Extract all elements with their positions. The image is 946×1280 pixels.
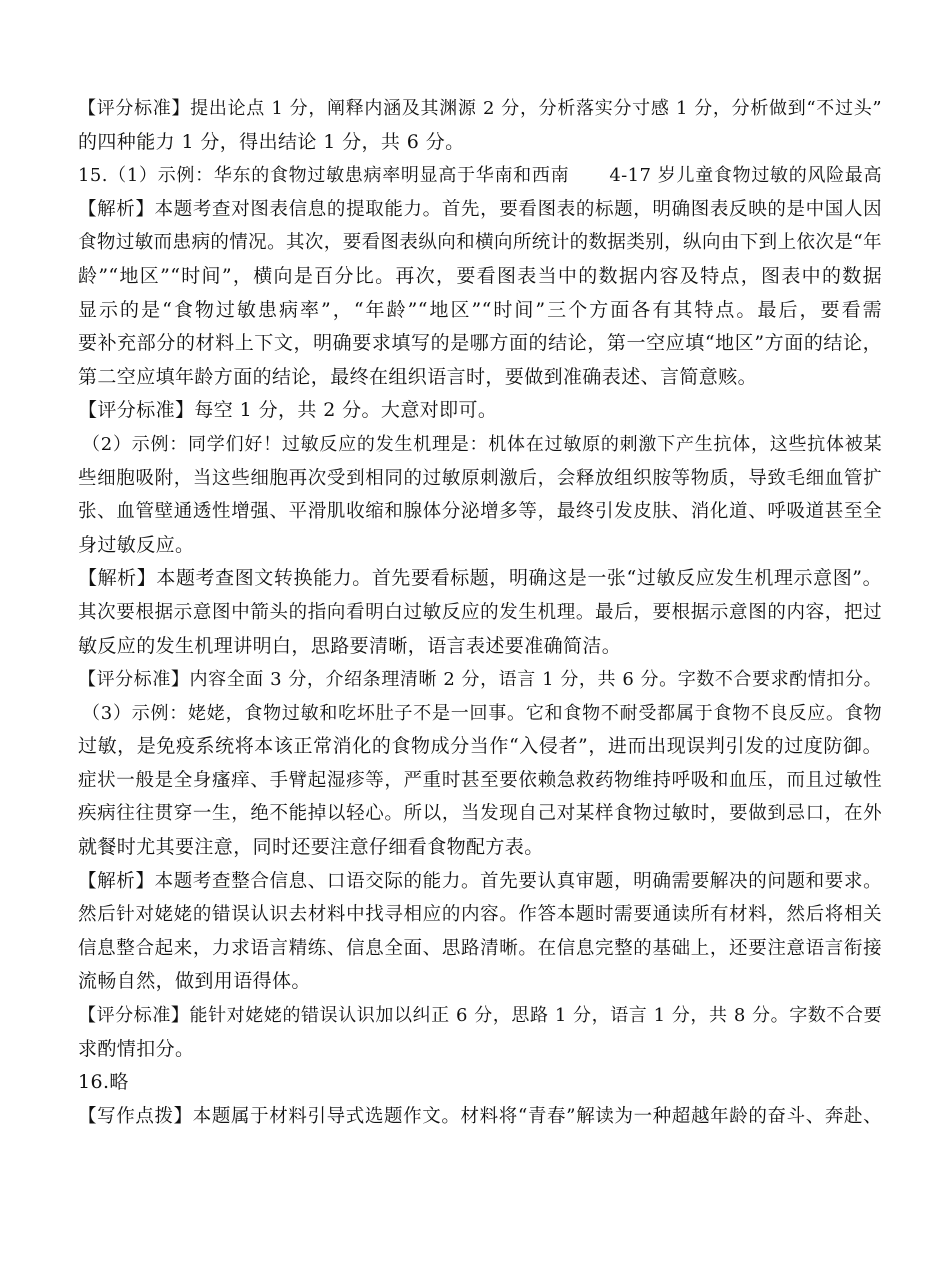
text-line: 【写作点拨】本题属于材料引导式选题作文。材料将“青春”解读为一种超越年龄的奋斗、奔赴、 bbox=[78, 1105, 882, 1127]
text-line: 显示的是“食物过敏患病率”，“年龄”“地区”“时间”三个方面各有其特点。最后，要看需 bbox=[78, 298, 882, 321]
text-line: 【解析】本题考查图文转换能力。首先要看标题，明确这是一张“过敏反应发生机理示意图”。 bbox=[78, 567, 882, 590]
answer-key-page bbox=[78, 92, 882, 1133]
text-line: 龄”“地区”“时间”，横向是百分比。再次，要看图表当中的数据内容及特点，图表中的数据 bbox=[78, 264, 882, 287]
text-line: 些细胞吸附，当这些细胞再次受到相同的过敏原刺激后，会释放组织胺等物质，导致毛细血管扩 bbox=[78, 467, 882, 489]
text-line: 身过敏反应。 bbox=[78, 533, 195, 556]
answer-15-1-part-b: 4-17 岁儿童食物过敏的风险最高 bbox=[609, 165, 882, 187]
text-line: 信息整合起来，力求语言精练、信息全面、思路清晰。在信息完整的基础上，还要注意语言衔接 bbox=[78, 937, 882, 959]
text-line: 要补充部分的材料上下文，明确要求填写的是哪方面的结论，第一空应填“地区”方面的结论， bbox=[78, 332, 882, 355]
text-line: 求酌情扣分。 bbox=[78, 1037, 195, 1060]
text-line: 【评分标准】每空 1 分，共 2 分。大意对即可。 bbox=[78, 399, 498, 422]
text-line: 张、血管壁通透性增强、平滑肌收缩和腺体分泌增多等，最终引发皮肤、消化道、呼吸道甚至全 bbox=[78, 501, 882, 523]
text-line: 【评分标准】提出论点 1 分，阐释内涵及其渊源 2 分，分析落实分寸感 1 分，分析做到“不过头” bbox=[78, 98, 882, 119]
text-line: 疾病往往贯穿一生，绝不能掉以轻心。所以，当发现自己对某样食物过敏时，要做到忌口，在外 bbox=[78, 803, 882, 825]
text-line: （2）示例：同学们好！过敏反应的发生机理是：机体在过敏原的刺激下产生抗体，这些抗体被某 bbox=[82, 433, 882, 455]
text-line: 【评分标准】内容全面 3 分，介绍条理清晰 2 分，语言 1 分，共 6 分。字数不合要求酌情扣分。 bbox=[78, 669, 882, 691]
text-line: 【解析】本题考查整合信息、口语交际的能力。首先要认真审题，明确需要解决的问题和要求。 bbox=[78, 870, 882, 892]
text-line: 【评分标准】能针对姥姥的错误认识加以纠正 6 分，思路 1 分，语言 1 分，共 8 分。字数不合要 bbox=[78, 1005, 882, 1027]
text-line: 流畅自然，做到用语得体。 bbox=[78, 970, 311, 993]
text-line: 然后针对姥姥的错误认识去材料中找寻相应的内容。作答本题时需要通读所有材料，然后将相关 bbox=[78, 904, 882, 926]
question-16-heading: 16.略 bbox=[78, 1071, 129, 1094]
text-line: 其次要根据示意图中箭头的指向看明白过敏反应的发生机理。最后，要根据示意图的内容，把过 bbox=[78, 601, 882, 623]
text-line: 的四种能力 1 分，得出结论 1 分，共 6 分。 bbox=[78, 130, 465, 153]
text-line: 过敏，是免疫系统将本该正常消化的食物成分当作“入侵者”，进而出现误判引发的过度防御。 bbox=[78, 735, 882, 758]
text-line: 第二空应填年龄方面的结论，最终在组织语言时，要做到准确表述、言简意赅。 bbox=[78, 365, 758, 388]
text-line: 食物过敏而患病的情况。其次，要看图表纵向和横向所统计的数据类别，纵向由下到上依次是“年 bbox=[78, 232, 882, 254]
answer-15-1-part-a: 15.（1）示例：华东的食物过敏患病率明显高于华南和西南 bbox=[78, 165, 570, 187]
text-line: （3）示例：姥姥，食物过敏和吃坏肚子不是一回事。它和食物不耐受都属于食物不良反应。食物 bbox=[82, 702, 882, 724]
text-line: 【解析】本题考查对图表信息的提取能力。首先，要看图表的标题，明确图表反映的是中国人因 bbox=[78, 198, 882, 220]
text-line: 敏反应的发生机理讲明白，思路要清晰，语言表述要准确简洁。 bbox=[78, 634, 622, 657]
answer-15-1-line bbox=[78, 159, 882, 193]
text-line: 症状一般是全身瘙痒、手臂起湿疹等，严重时甚至要依赖急救药物维持呼吸和血压，而且过敏性 bbox=[78, 769, 882, 791]
text-line: 就餐时尤其要注意，同时还要注意仔细看食物配方表。 bbox=[78, 836, 544, 859]
